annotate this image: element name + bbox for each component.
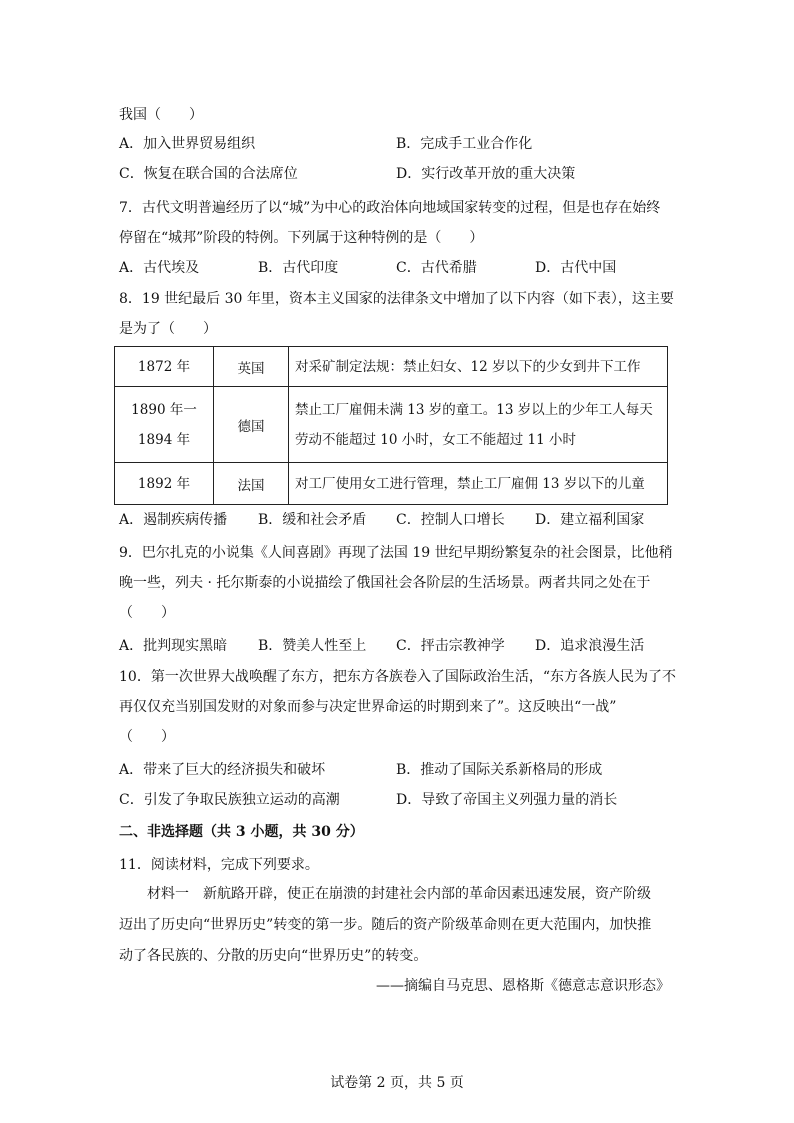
q9-option-c: C．抨击宗教神学 [396, 638, 505, 654]
q11-material-line2: 迈出了历史向“世界历史”转变的第一步。随后的资产阶级革命则在更大范围内，加快推 [119, 917, 652, 933]
q10-option-a: A．带来了巨大的经济损失和破坏 [119, 762, 326, 778]
page-footer: 试卷第 2 页，共 5 页 [330, 1075, 464, 1091]
q7-option-a: A．古代埃及 [119, 260, 200, 276]
q7-stem-line2: 停留在“城邦”阶段的特例。下列属于这种特例的是（ ） [119, 230, 484, 246]
q9-answer-blank: （ ） [119, 605, 175, 621]
q9-stem-line2: 晚一些，列夫 · 托尔斯泰的小说描绘了俄国社会各阶层的生活场景。两者共同之处在于 [119, 575, 651, 591]
q10-answer-blank: （ ） [119, 729, 175, 745]
q6-option-a: A．加入世界贸易组织 [119, 136, 256, 152]
q9-option-b: B．赞美人性至上 [258, 638, 367, 654]
table-row [115, 347, 668, 387]
section-heading: 二、非选择题（共 3 小题，共 30 分） [119, 824, 364, 840]
material-source: ——摘编自马克思、恩格斯《德意志意识形态》 [376, 978, 670, 994]
q8-stem-line2: 是为了（ ） [119, 321, 217, 337]
q8-option-c: C．控制人口增长 [396, 512, 505, 528]
table-cell-content: 对工厂使用女工进行管理，禁止工厂雇佣 13 岁以下的儿童 [289, 463, 668, 505]
q11-stem: 11．阅读材料，完成下列要求。 [119, 857, 319, 873]
q9-stem-line1: 9．巴尔扎克的小说集《人间喜剧》再现了法国 19 世纪早期纷繁复杂的社会图景，比他稍 [119, 545, 673, 561]
table-cell-year: 1890 年一 1894 年 [115, 387, 214, 463]
q11-material-line3: 动了各民族的、分散的历史向“世界历史”的转变。 [119, 948, 428, 964]
table-cell-country: 英国 [214, 347, 289, 387]
q7-option-d: D．古代中国 [535, 260, 617, 276]
q10-option-b: B．推动了国际关系新格局的形成 [396, 762, 603, 778]
q10-stem-line1: 10．第一次世界大战唤醒了东方，把东方各族卷入了国际政治生活，“东方各族人民为了不 [119, 669, 676, 685]
q8-option-b: B．缓和社会矛盾 [258, 512, 367, 528]
table-cell-country: 法国 [214, 463, 289, 505]
table-cell-country: 德国 [214, 387, 289, 463]
table-cell-content: 禁止工厂雇佣未满 13 岁的童工。13 岁以上的少年工人每天 劳动不能超过 10 小时，女工不能超过 11 小时 [289, 387, 668, 463]
q7-option-c: C．古代希腊 [396, 260, 477, 276]
table-row [115, 463, 668, 505]
q11-material-line1: 材料一 新航路开辟，使正在崩溃的封建社会内部的革命因素迅速发展，资产阶级 [147, 886, 651, 902]
table-cell-year: 1892 年 [115, 463, 214, 505]
q10-option-c: C．引发了争取民族独立运动的高潮 [119, 792, 340, 808]
q6-option-b: B．完成手工业合作化 [396, 136, 533, 152]
q9-option-d: D．追求浪漫生活 [535, 638, 645, 654]
q10-stem-line2: 再仅仅充当别国发财的对象而参与决定世界命运的时期到来了”。这反映出“一战” [119, 699, 617, 715]
table-row [115, 387, 668, 463]
q6-option-d: D．实行改革开放的重大决策 [396, 166, 576, 182]
q8-option-a: A．遏制疾病传播 [119, 512, 228, 528]
q6-stem-tail: 我国（ ） [119, 107, 203, 123]
q8-stem-line1: 8．19 世纪最后 30 年里，资本主义国家的法律条文中增加了以下内容（如下表），这主要 [119, 291, 674, 307]
table-cell-year: 1872 年 [115, 347, 214, 387]
law-table [114, 346, 668, 505]
q7-stem-line1: 7．古代文明普遍经历了以“城”为中心的政治体向地域国家转变的过程，但是也存在始终 [119, 200, 661, 216]
q8-option-d: D．建立福利国家 [535, 512, 645, 528]
q9-option-a: A．批判现实黑暗 [119, 638, 228, 654]
table-cell-content: 对采矿制定法规：禁止妇女、12 岁以下的少女到井下工作 [289, 347, 668, 387]
q6-option-c: C．恢复在联合国的合法席位 [119, 166, 298, 182]
q10-option-d: D．导致了帝国主义列强力量的消长 [396, 792, 618, 808]
q7-option-b: B．古代印度 [258, 260, 339, 276]
